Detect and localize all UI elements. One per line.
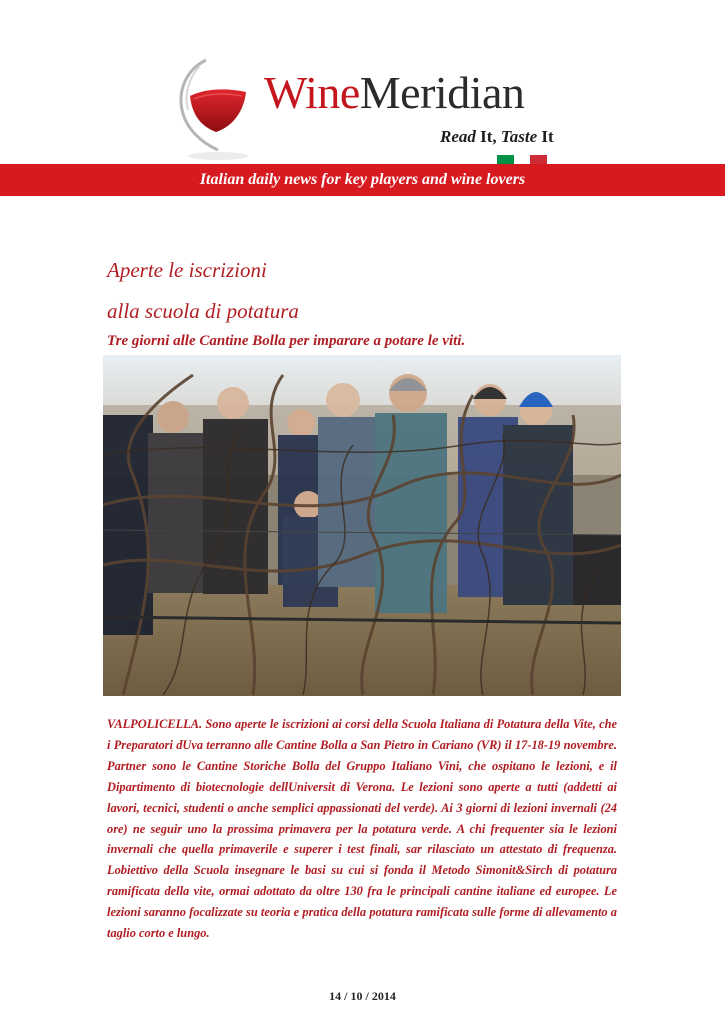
tagline-it-1: It, <box>475 127 501 146</box>
italian-flag-icon <box>497 155 547 164</box>
tagline-it-2: It <box>537 127 554 146</box>
article-title-line-2: alla scuola di potatura <box>107 299 299 323</box>
brand-name <box>264 67 525 118</box>
brand-name-meridian: Meridian <box>359 67 525 118</box>
publication-date: 14 / 10 / 2014 <box>329 989 396 1003</box>
article-subtitle: Tre giorni alle Cantine Bolla per imparare a potare le viti. <box>107 333 466 349</box>
flag-green-stripe <box>497 155 514 164</box>
wine-meridian-logo[interactable] <box>172 52 562 162</box>
brand-tagline <box>440 127 554 147</box>
flag-white-stripe <box>514 155 531 164</box>
article-body: VALPOLICELLA. Sono aperte le iscrizioni ai corsi della Scuola Italiana di Potatura della Vite, che i Preparatori dUva terranno alle Cantine Bolla a San Pietro in Cariano (VR) il 17-18-19 novembre. Partner sono le Cantine Storiche Bolla del Gruppo Italiano Vini, che ospitano le lezioni, e il Dipartimento di biotecnologie dellUniversit di Verona. Le lezioni sono aperte a tutti (addetti ai lavori, tecnici, studenti o anche semplici appassionati del verde). Ai 3 giorni di lezioni invernali (24 ore) ne seguir uno la prossima primavera per la potatura verde. A chi frequenter sia le lezioni invernali che quella primaverile e superer i test finali, sar rilasciato un attestato di frequenza. Lobiettivo della Scuola insegnare le basi su cui si fonda il Metodo Simonit&Sirch di potatura ramificata della vite, ormai adottato da oltre 130 fra le principali cantine italiane ed europee. Le lezioni saranno focalizzate su teoria e pratica della potatura ramificata sulle forme di allevamento a taglio corto e lungo. <box>107 717 617 941</box>
article-title-line-1: Aperte le iscrizioni <box>107 258 267 282</box>
banner-text: Italian daily news for key players and wine lovers <box>199 171 526 188</box>
article-photo <box>103 355 621 696</box>
tagline-taste: Taste <box>500 127 538 146</box>
vineyard-pruning-illustration <box>103 355 621 696</box>
header-banner <box>0 164 725 196</box>
wine-glass-icon <box>172 52 272 162</box>
tagline-read: Read <box>440 127 476 146</box>
flag-red-stripe <box>530 155 547 164</box>
brand-name-wine: Wine <box>264 67 360 118</box>
